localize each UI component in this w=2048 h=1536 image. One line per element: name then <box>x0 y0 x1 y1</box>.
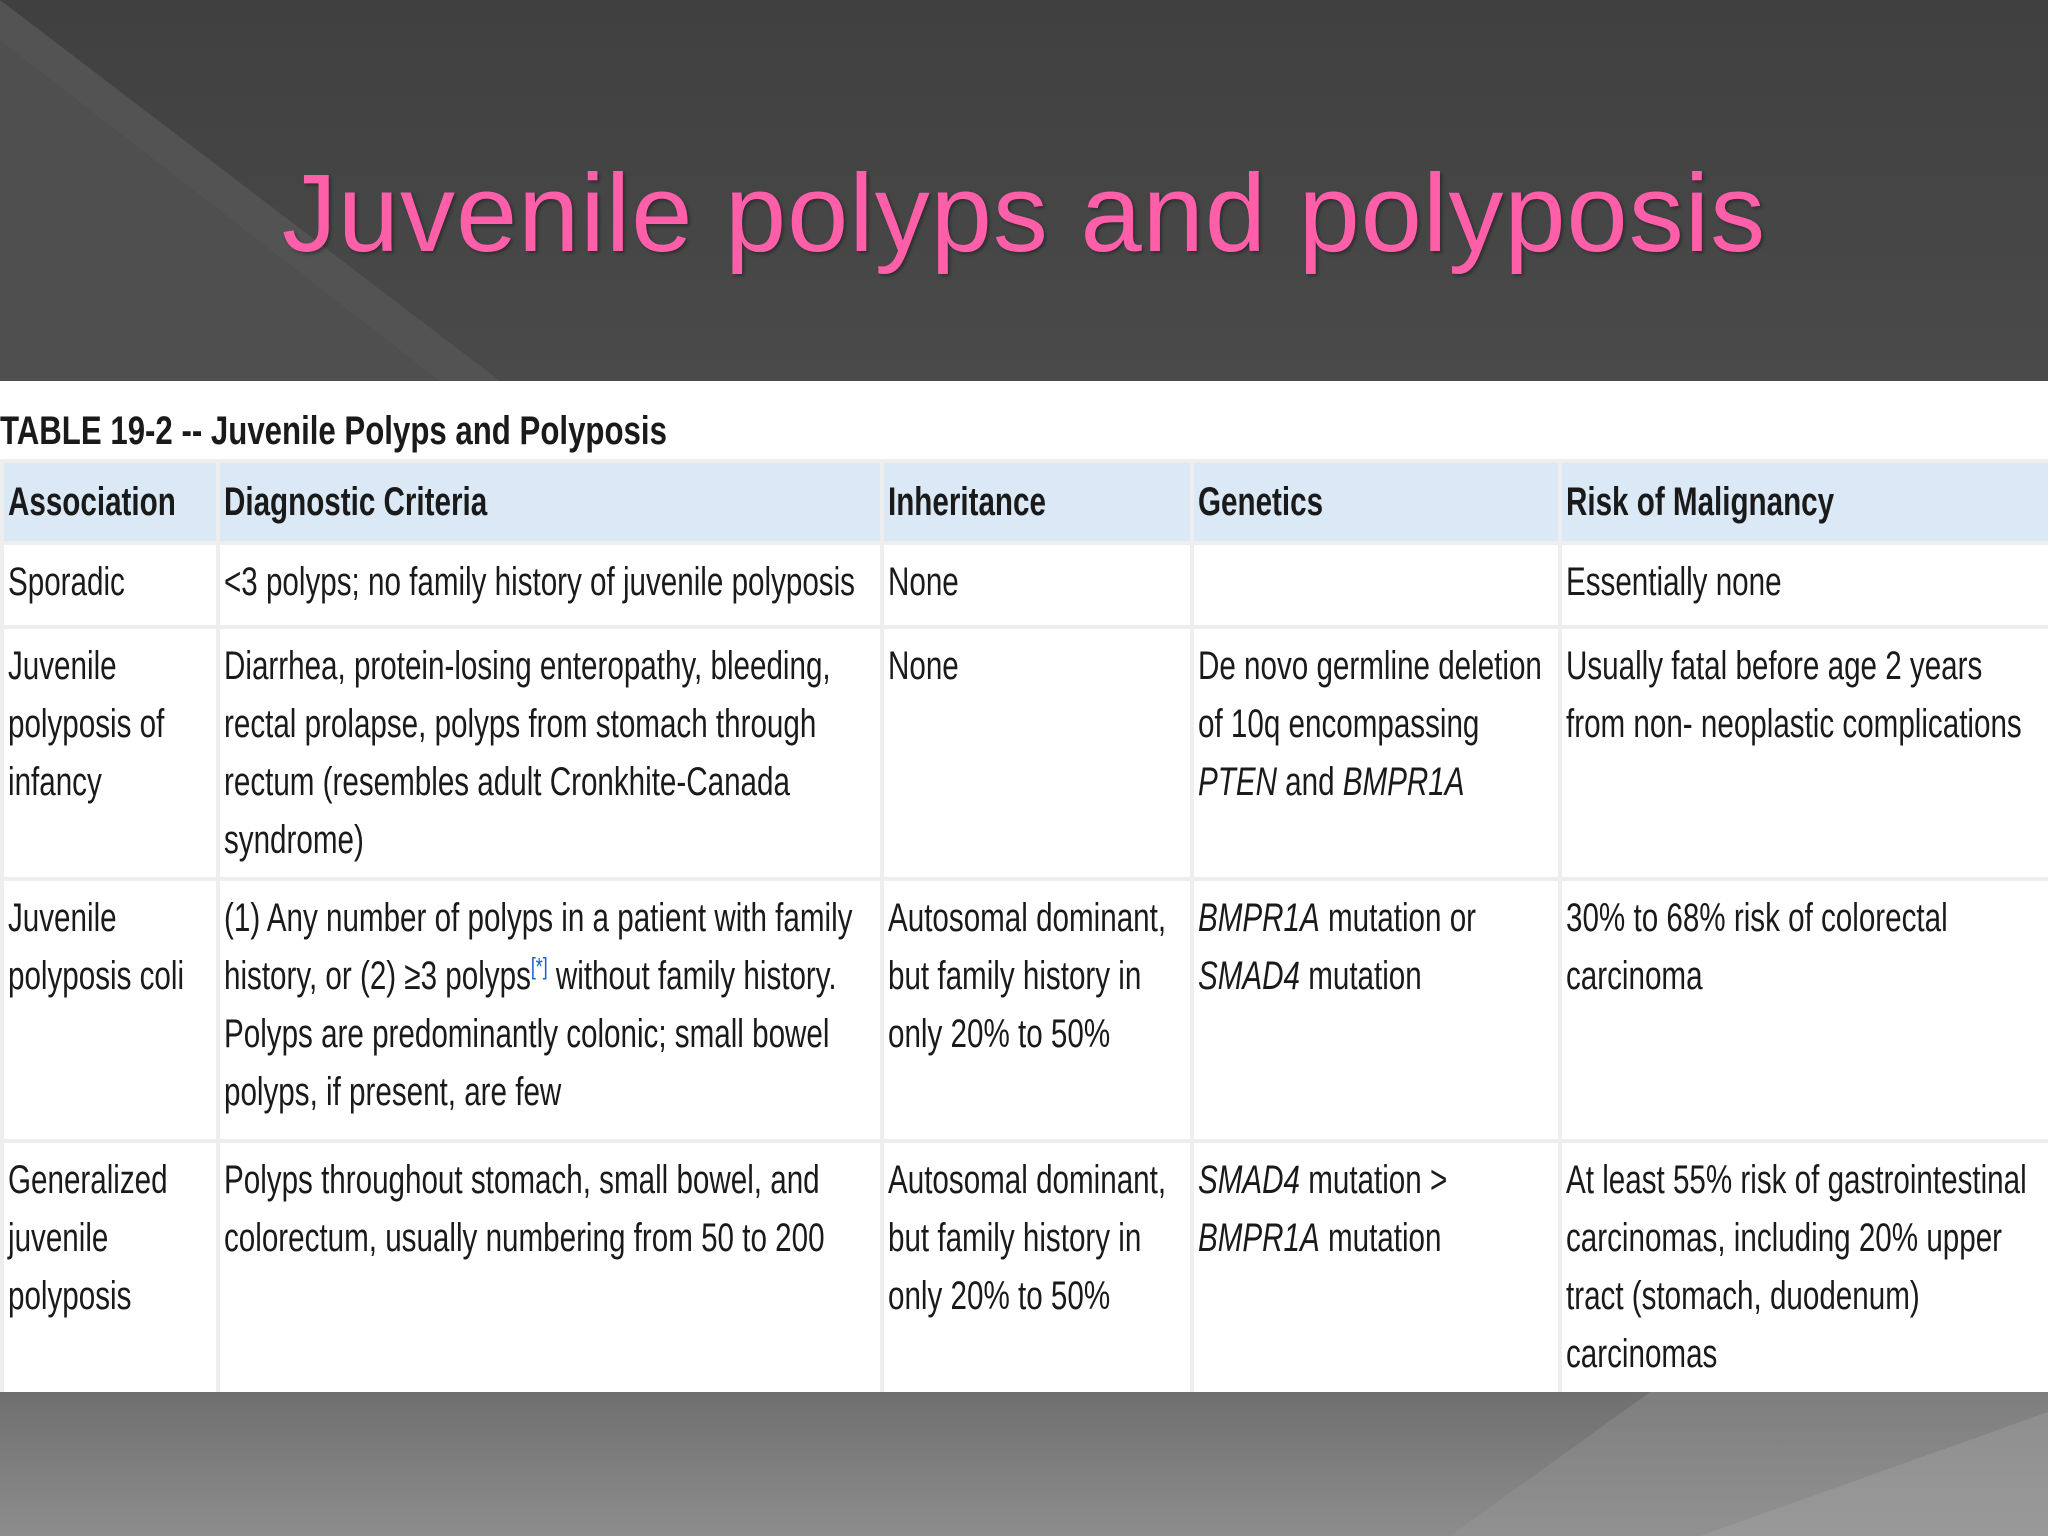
gene-pten: PTEN <box>1198 760 1277 804</box>
gene-bmpr1a: BMPR1A <box>1198 1216 1320 1260</box>
header-diagnostic-criteria: Diagnostic Criteria <box>220 463 880 541</box>
cell-inheritance: None <box>884 545 1190 625</box>
cell-inheritance: Autosomal dominant, but family history in only 20% to 50% <box>884 881 1190 1139</box>
table-row <box>4 881 2048 1139</box>
cell-risk: At least 55% risk of gastrointestinal carcinomas, including 20% upper tract (stomach, duodenum) carcinomas <box>1562 1143 2048 1401</box>
table-row <box>4 629 2048 877</box>
cell-genetics: De novo germline deletion of 10q encompassing PTEN and BMPR1A <box>1194 629 1558 877</box>
cell-criteria: (1) Any number of polyps in a patient with family history, or (2) ≥3 polyps[*] without family history. Polyps are predominantly colonic; small bowel polyps, if present, are few <box>220 881 880 1139</box>
gene-smad4: SMAD4 <box>1198 1158 1300 1202</box>
header-risk-of-malignancy: Risk of Malignancy <box>1562 463 2048 541</box>
header-inheritance: Inheritance <box>884 463 1190 541</box>
juvenile-polyposis-table <box>0 459 2048 1405</box>
header-genetics: Genetics <box>1194 463 1558 541</box>
cell-criteria: Polyps throughout stomach, small bowel, and colorectum, usually numbering from 50 to 200 <box>220 1143 880 1401</box>
cell-inheritance: None <box>884 629 1190 877</box>
cell-association: Juvenile polyposis coli <box>4 881 216 1139</box>
table-caption: TABLE 19-2 -- Juvenile Polyps and Polyposis <box>0 409 667 453</box>
cell-risk: Usually fatal before age 2 years from non- neoplastic complications <box>1562 629 2048 877</box>
decorative-diagonal <box>0 1392 2048 1536</box>
footnote-ref-link[interactable]: [*] <box>530 953 548 981</box>
cell-genetics <box>1194 545 1558 625</box>
gene-bmpr1a: BMPR1A <box>1198 896 1320 940</box>
gene-bmpr1a: BMPR1A <box>1342 760 1465 804</box>
table-row <box>4 1143 2048 1401</box>
slide-footer-background <box>0 1392 2048 1536</box>
cell-inheritance: Autosomal dominant, but family history in only 20% to 50% <box>884 1143 1190 1401</box>
cell-association: Generalized juvenile polyposis <box>4 1143 216 1401</box>
gene-smad4: SMAD4 <box>1198 954 1300 998</box>
table-header-row <box>4 463 2048 541</box>
table-row <box>4 545 2048 625</box>
cell-criteria: Diarrhea, protein-losing enteropathy, bleeding, rectal prolapse, polyps from stomach through rectum (resembles adult Cronkhite-Canada syndrome) <box>220 629 880 877</box>
cell-genetics: BMPR1A mutation or SMAD4 mutation <box>1194 881 1558 1139</box>
cell-risk: Essentially none <box>1562 545 2048 625</box>
cell-association: Juvenile polyposis of infancy <box>4 629 216 877</box>
cell-criteria: <3 polyps; no family history of juvenile polyposis <box>220 545 880 625</box>
cell-risk: 30% to 68% risk of colorectal carcinoma <box>1562 881 2048 1139</box>
cell-association: Sporadic <box>4 545 216 625</box>
cell-genetics: SMAD4 mutation > BMPR1A mutation <box>1194 1143 1558 1401</box>
header-association: Association <box>4 463 216 541</box>
slide-title: Juvenile polyps and polyposis <box>281 152 1767 275</box>
